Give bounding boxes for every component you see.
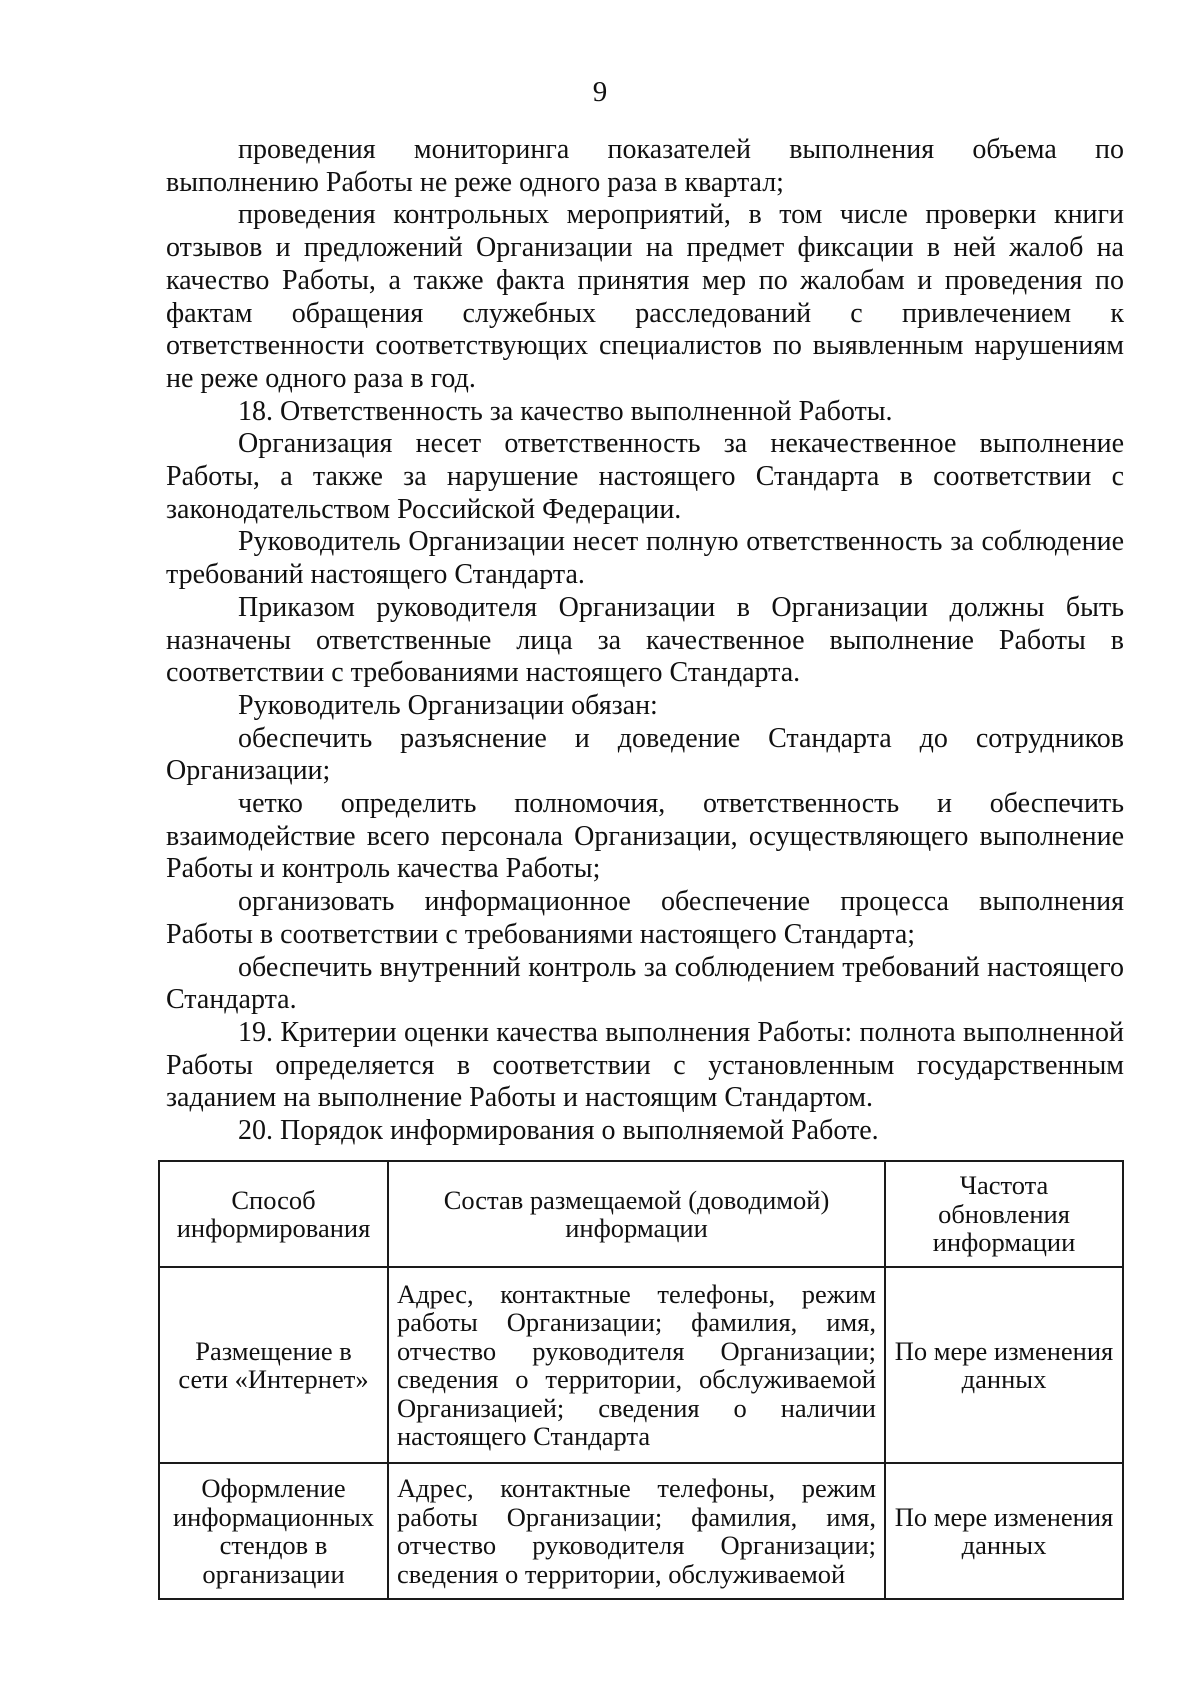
document-body xyxy=(166,134,1124,1148)
paragraph-head-responsibility: Руководитель Организации несет полную ответственность за соблюдение требований настоящего Стандарта. xyxy=(166,526,1124,591)
header-content: Состав размещаемой (доводимой) информации xyxy=(388,1161,885,1267)
paragraph-order-appointment: Приказом руководителя Организации в Организации должны быть назначены ответственные лица за качественное выполнение Работы в соответствии с требованиями настоящего Стандарта. xyxy=(166,591,1124,689)
page-number: 9 xyxy=(592,76,608,108)
paragraph-head-obliged: Руководитель Организации обязан: xyxy=(238,689,658,721)
cell-frequency: По мере изменения данных xyxy=(885,1267,1123,1463)
cell-content: Адрес, контактные телефоны, режим работы Организации; фамилия, имя, отчество руководителя Организации; сведения о территории, обслуживаемой xyxy=(388,1463,885,1599)
paragraph-define-authority: четко определить полномочия, ответственность и обеспечить взаимодействие всего персонала Организации, осуществляющего выполнение Работы и контроль качества Работы; xyxy=(166,788,1124,885)
information-table xyxy=(158,1160,1124,1600)
cell-method: Оформление информационных стендов в организации xyxy=(159,1463,388,1599)
cell-frequency: По мере изменения данных xyxy=(885,1463,1123,1599)
paragraph-internal-control: обеспечить внутренний контроль за соблюдением требований настоящего Стандарта. xyxy=(166,951,1124,1016)
header-method: Способ информирования xyxy=(159,1161,388,1267)
paragraph-monitoring: проведения мониторинга показателей выполнения объема по выполнению Работы не реже одного раза в квартал; xyxy=(166,134,1124,198)
table-row xyxy=(159,1267,1123,1463)
paragraph-information-support: организовать информационное обеспечение процесса выполнения Работы в соответствии с требованиями настоящего Стандарта; xyxy=(166,886,1124,950)
header-frequency: Частота обновления информации xyxy=(885,1161,1123,1267)
section-19-criteria: 19. Критерии оценки качества выполнения Работы: полнота выполненной Работы определяется в соответствии с установленным государственным заданием на выполнение Работы и настоящим Стандартом. xyxy=(166,1016,1124,1114)
table-header-row xyxy=(159,1161,1123,1267)
section-18-heading: 18. Ответственность за качество выполненной Работы. xyxy=(238,395,893,427)
paragraph-organization-responsibility: Организация несет ответственность за некачественное выполнение Работы, а также за нарушение настоящего Стандарта в соответствии с законодательством Российской Федерации. xyxy=(166,428,1124,525)
table-row xyxy=(159,1463,1123,1599)
section-20-heading: 20. Порядок информирования о выполняемой Работе. xyxy=(238,1115,879,1147)
cell-method: Размещение в сети «Интернет» xyxy=(159,1267,388,1463)
paragraph-explain-standard: обеспечить разъяснение и доведение Стандарта до сотрудников Организации; xyxy=(166,722,1124,787)
cell-content: Адрес, контактные телефоны, режим работы Организации; фамилия, имя, отчество руководителя Организации; сведения о территории, обслуживаемой Организацией; сведения о наличии настоящего Стандарта xyxy=(388,1267,885,1463)
paragraph-control-measures: проведения контрольных мероприятий, в том числе проверки книги отзывов и предложений Организации на предмет фиксации в ней жалоб на качество Работы, а также факта принятия мер по жалобам и проведения по фактам обращения служебных расследований с привлечением к ответственности соответствующих специалистов по выявленным нарушениям не реже одного раза в год. xyxy=(166,199,1124,394)
